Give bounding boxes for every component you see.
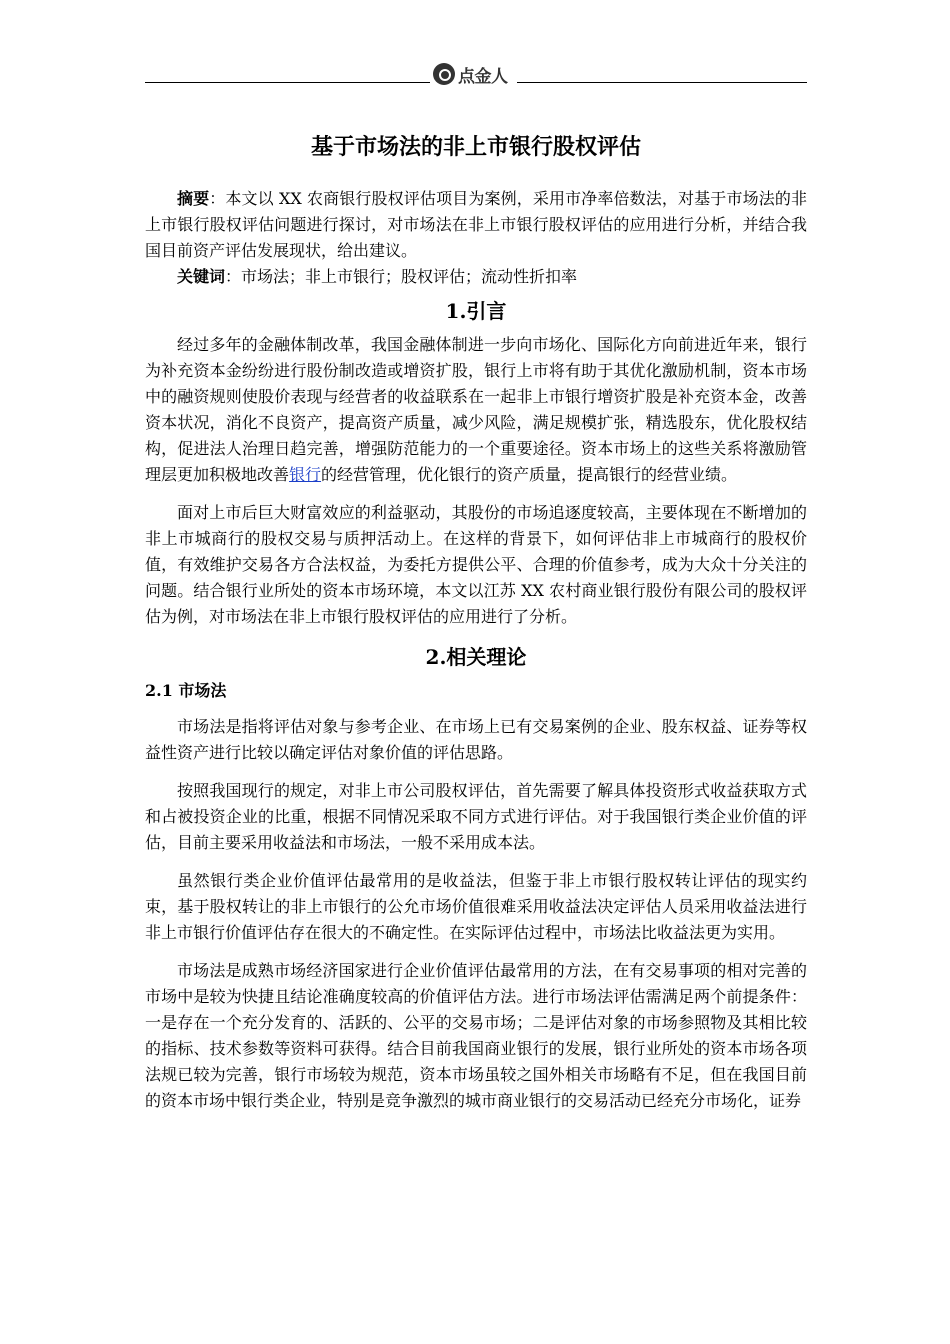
logo-text: 点金人	[458, 66, 508, 87]
logo-icon	[433, 63, 455, 85]
keywords-paragraph	[145, 264, 807, 290]
abstract-paragraph	[145, 186, 807, 264]
section-2-1-heading: 2.1 市场法	[145, 681, 227, 700]
section-2-paragraph-3: 虽然银行类企业价值评估最常用的是收益法，但鉴于非上市银行股权转让评估的现实约束，基于股权转让的非上市银行的公允市场价值很难采用收益法决定评估人员采用收益法进行非上市银行价值评估存在很大的不确定性。在实际评估过程中，市场法比收益法更为实用。	[145, 871, 807, 942]
section-1-heading: 1.引言	[445, 299, 507, 323]
abstract-text: ：本文以 XX 农商银行股权评估项目为案例，采用市净率倍数法，对基于市场法的非上市银行股权评估问题进行探讨，对市场法在非上市银行股权评估的应用进行分析，并结合我国目前资产评估发展现状，给出建议。	[145, 189, 807, 260]
paragraph-text: 经过多年的金融体制改革，我国金融体制进一步向市场化、国际化方向前进近年来，银行为补充资本金纷纷进行股份制改造或增资扩股，银行上市将有助于其优化激励机制，资本市场中的融资规则使股价表现与经营者的收益联系在一起非上市银行增资扩股是补充资本金，改善资本状况，消化不良资产，提高资产质量，减少风险，满足规模扩张，精选股东，优化股权结构，促进法人治理日趋完善，增强防范能力的一个重要途径。资本市场上的这些关系将激励管理层更加积极地改善	[145, 335, 807, 484]
section-2-paragraph-4: 市场法是成熟市场经济国家进行企业价值评估最常用的方法，在有交易事项的相对完善的市场中是较为快捷且结论准确度较高的价值评估方法。进行市场法评估需满足两个前提条件：一是存在一个充分发育的、活跃的、公平的交易市场；二是评估对象的市场参照物及其相比较的指标、技术参数等资料可获得。结合目前我国商业银行的发展，银行业所处的资本市场各项法规已较为完善，银行市场较为规范，资本市场虽较之国外相关市场略有不足，但在我国目前的资本市场中银行类企业，特别是竞争激烈的城市商业银行的交易活动已经充分市场化，证券	[145, 961, 807, 1110]
keywords-label: 关键词	[177, 267, 226, 286]
section-1-paragraph-1	[145, 332, 807, 488]
document-title: 基于市场法的非上市银行股权评估	[310, 135, 641, 160]
section-2-paragraph-1: 市场法是指将评估对象与参考企业、在市场上已有交易案例的企业、股东权益、证券等权益性资产进行比较以确定评估对象价值的评估思路。	[145, 717, 807, 762]
document-body	[145, 128, 807, 1114]
section-2-paragraph-2: 按照我国现行的规定，对非上市公司股权评估，首先需要了解具体投资形式收益获取方式和占被投资企业的比重，根据不同情况采取不同方式进行评估。对于我国银行类企业价值的评估，目前主要采用收益法和市场法，一般不采用成本法。	[145, 781, 807, 852]
section-2-heading: 2.相关理论	[425, 645, 527, 669]
logo	[433, 62, 508, 86]
keywords-text: ：市场法；非上市银行；股权评估；流动性折扣率	[225, 267, 578, 286]
header-rule-right	[517, 82, 807, 83]
bank-link[interactable]: 银行	[289, 465, 322, 484]
page-header	[145, 60, 807, 88]
abstract-label: 摘要	[177, 189, 210, 208]
header-rule-left	[145, 82, 430, 83]
section-1-paragraph-2: 面对上市后巨大财富效应的利益驱动，其股份的市场追逐度较高，主要体现在不断增加的非上市城商行的股权交易与质押活动上。在这样的背景下，如何评估非上市城商行的股权价值，有效维护交易各方合法权益，为委托方提供公平、合理的价值参考，成为大众十分关注的问题。结合银行业所处的资本市场环境，本文以江苏 XX 农村商业银行股份有限公司的股权评估为例，对市场法在非上市银行股权评估的应用进行了分析。	[145, 503, 807, 626]
paragraph-text: 的经营管理，优化银行的资产质量，提高银行的经营业绩。	[321, 465, 738, 484]
